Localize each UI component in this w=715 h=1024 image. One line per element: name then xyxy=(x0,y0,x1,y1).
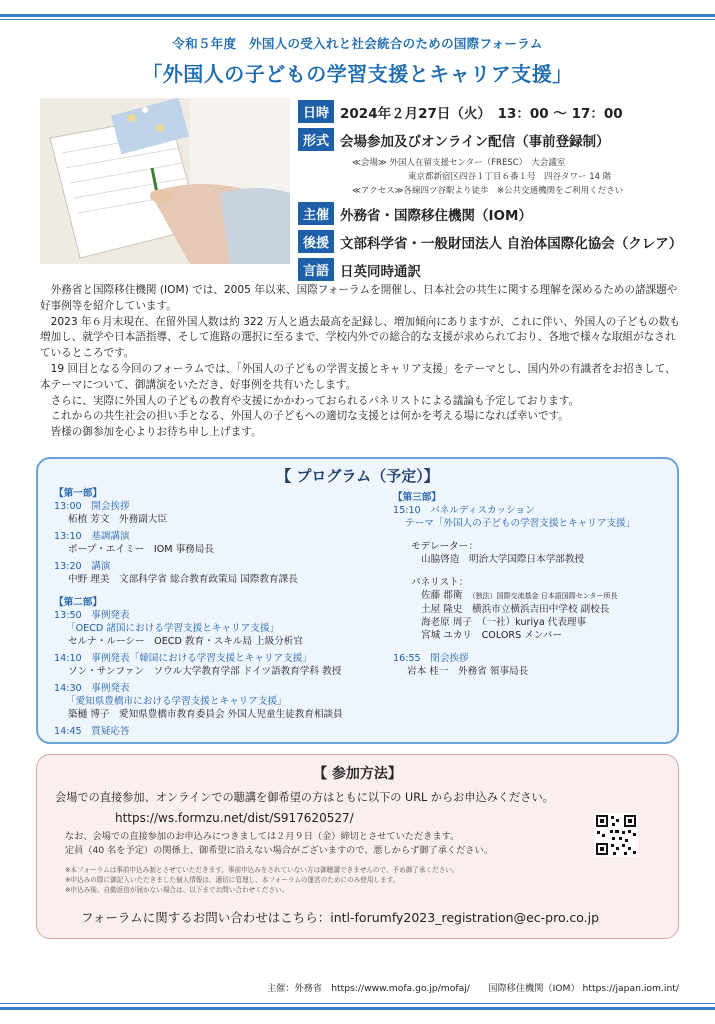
language-row xyxy=(298,258,678,281)
format-value: 会場参加及びオンライン配信（事前登録制） xyxy=(340,133,610,150)
host-value: 外務省・国際移住機関（IOM） xyxy=(340,207,532,224)
speaker-name: ソン・サンファン ソウル大学教育学部 ドイツ語教育学科 教授 xyxy=(68,666,342,677)
program-time: 14:45 質疑応答 xyxy=(54,726,130,737)
intro-paragraph: 皆様の御参加を心よりお待ち申し上げます。 xyxy=(50,426,262,439)
forum-title: 「外国人の子どもの学習支援とキャリア支援」 xyxy=(142,62,573,86)
child-writing-illustration xyxy=(40,98,290,264)
intro-paragraph: 2023 年６月末現在、在留外国人数は約 322 万人と過去最高を記録し、増加傾向にありますが、これに伴い、外国人の子どもの数も増加し、就学や日本語指導、そして進路の選択に至るまで、学校内外での総合的な支援が求められており、各地で様々な取組がなされているところです。 xyxy=(40,315,680,360)
support-tag: 後援 xyxy=(298,230,334,253)
host-row xyxy=(298,202,678,225)
panelist: 土屋 隆史 横浜市立横浜吉田中学校 副校長 xyxy=(421,604,610,615)
presentation-topic: 「愛知県豊橋市における学習支援とキャリア支援」 xyxy=(66,696,287,707)
program-right-column xyxy=(393,491,673,678)
intro-paragraph: 外務省と国際移住機関 (IOM) では、2005 年以来、国際フォーラムを開催し、日本社会の共生に関する理解を深めるための諸課題や好事例等を紹介しています。 xyxy=(40,284,678,312)
program-time: 14:30 事例発表 xyxy=(54,683,130,694)
part3-heading: 【第三部】 xyxy=(393,492,441,503)
intro-paragraph: さらに、実際に外国人の子どもの教育や支援にかかわっておられるパネリストによる議論も予定しております。 xyxy=(50,394,580,407)
application-notes xyxy=(65,830,493,858)
panelist-name: 佐藤 郡衛 xyxy=(421,590,463,601)
fine-print xyxy=(65,865,459,895)
application-title: 【 参加方法】 xyxy=(313,766,402,782)
program-time: 13:20 講演 xyxy=(54,561,111,572)
deadline-note: なお、会場での直接参加のお申込みにつきましては２月９日（金）締切とさせていただきます。 xyxy=(65,831,460,842)
bottom-rule-thin xyxy=(0,1003,715,1004)
support-value: 文部科学省・一般財団法人 自治体国際化協会（クレア） xyxy=(340,235,683,252)
moderator-label: モデレーター： xyxy=(411,541,478,552)
access-line: ≪アクセス≫各線四ツ谷駅より徒歩 ※公共交通機関をご利用ください xyxy=(352,186,624,196)
part2-heading: 【第二部】 xyxy=(54,597,102,608)
application-box xyxy=(36,754,679,939)
intro-text xyxy=(40,283,680,441)
program-title: 【 プログラム（予定）】 xyxy=(276,467,439,485)
qr-code-icon[interactable] xyxy=(594,813,638,857)
format-row xyxy=(298,128,678,151)
header xyxy=(0,34,715,87)
panelist-role: （独法）国際交流基金 日本語国際センター所長 xyxy=(472,592,618,600)
speaker-name: セルナ・ルーシー OECD 教育・スキル局 上級分析官 xyxy=(68,636,303,647)
date-row xyxy=(298,100,678,123)
speaker-name: 築樋 博子 愛知県豊橋市教育委員会 外国人児童生徒教育相談員 xyxy=(68,709,343,720)
program-left-column xyxy=(54,487,394,738)
format-tag: 形式 xyxy=(298,128,334,151)
contact-email[interactable]: フォーラムに関するお問い合わせはこちら：intl-forumfy2023_registration@ec-pro.co.jp xyxy=(81,910,600,925)
program-time: 16:55 閉会挨拶 xyxy=(393,653,469,664)
intro-paragraph: これからの共生社会の担い手となる、外国人の子どもへの適切な支援とは何かを考える場になれば幸いです。 xyxy=(50,410,569,423)
fine-print-line: ※申込み後、自動返信が届かない場合は、以下までお問い合わせください。 xyxy=(65,886,289,894)
capacity-note: 定員（40 名を予定）の関係上、御希望に沿えない場合がございますので、悪しからず御了承ください。 xyxy=(65,845,493,856)
host-tag: 主催 xyxy=(298,202,334,225)
venue-address: 東京都新宿区四谷１丁目６番１号 四谷タワー 14 階 xyxy=(408,172,612,182)
fine-print-line: ※申込みの際に御記入いただきました個人情報は、適切に管理し、本フォーラムの運営のためにのみ使用します。 xyxy=(65,876,400,884)
event-info xyxy=(298,100,683,286)
program-box xyxy=(36,457,679,744)
intro-paragraph: 19 回目となる今回のフォーラムでは、「外国人の子どもの学習支援とキャリア支援」をテーマとし、国内外の有識者をお招きして、本テーマについて、御講演をいただき、好事例を共有いたします。 xyxy=(40,362,676,391)
program-time: 14:10 事例発表「韓国における学習支援とキャリア支援」 xyxy=(54,653,312,664)
program-time: 15:10 パネルディスカッション xyxy=(393,505,535,516)
panelist xyxy=(393,589,673,603)
part1-heading: 【第一部】 xyxy=(54,488,102,499)
child-writing-photo xyxy=(40,98,290,264)
speaker-name: 岩本 桂一 外務省 領事局長 xyxy=(407,666,529,677)
speaker-name: 柘植 芳文 外務副大臣 xyxy=(68,514,167,525)
top-rule-thin xyxy=(0,19,715,20)
venue-line: ≪会場≫ 外国人在留支援センター（FRESC） 大会議室 xyxy=(352,158,566,168)
panelist: 宮城 ユカリ COLORS メンバー xyxy=(421,630,562,641)
speaker-name: ポープ・エイミー IOM 事務局長 xyxy=(68,544,214,555)
registration-link[interactable]: https://ws.formzu.net/dist/S917620527/ xyxy=(115,811,354,825)
footer-organizers: 主催：外務省 https://www.mofa.go.jp/mofaj/ 国際移住機関（IOM） https://japan.iom.int/ xyxy=(266,983,679,994)
program-time: 13:50 事例発表 xyxy=(54,610,130,621)
speaker-name: 中野 理美 文部科学省 総合教育政策局 国際教育課長 xyxy=(68,574,298,585)
program-time: 13:10 基調講演 xyxy=(54,531,130,542)
date-tag: 日時 xyxy=(298,100,334,123)
fine-print-line: ※本フォーラムは事前申込み制とさせていただきます。事前申込みをされていない方は御聴講できませんので、予め御了承ください。 xyxy=(65,866,459,874)
panelist: 海老原 周子 （一社）kuriya 代表理事 xyxy=(421,617,587,628)
support-row xyxy=(298,230,683,253)
program-time: 13:00 開会挨拶 xyxy=(54,501,130,512)
panel-theme: テーマ「外国人の子どもの学習支援とキャリア支援」 xyxy=(405,518,636,529)
application-text: 会場での直接参加、オンラインでの聴講を御希望の方はともに以下の URL からお申込みください。 xyxy=(55,791,554,804)
top-rule xyxy=(0,14,715,17)
date-value: 2024年２月27日（火） 13：00 〜 17：00 xyxy=(340,105,623,122)
language-tag: 言語 xyxy=(298,258,334,281)
presentation-topic: 「OECD 諸国における学習支援とキャリア支援」 xyxy=(66,623,280,634)
panelist-label: パネリスト： xyxy=(411,577,469,588)
bottom-rule xyxy=(0,1007,715,1010)
forum-subtitle: 令和５年度 外国人の受入れと社会統合のための国際フォーラム xyxy=(172,36,543,51)
language-value: 日英同時通訳 xyxy=(340,263,422,280)
moderator-name: 山脇啓造 明治大学国際日本学部教授 xyxy=(421,554,585,565)
